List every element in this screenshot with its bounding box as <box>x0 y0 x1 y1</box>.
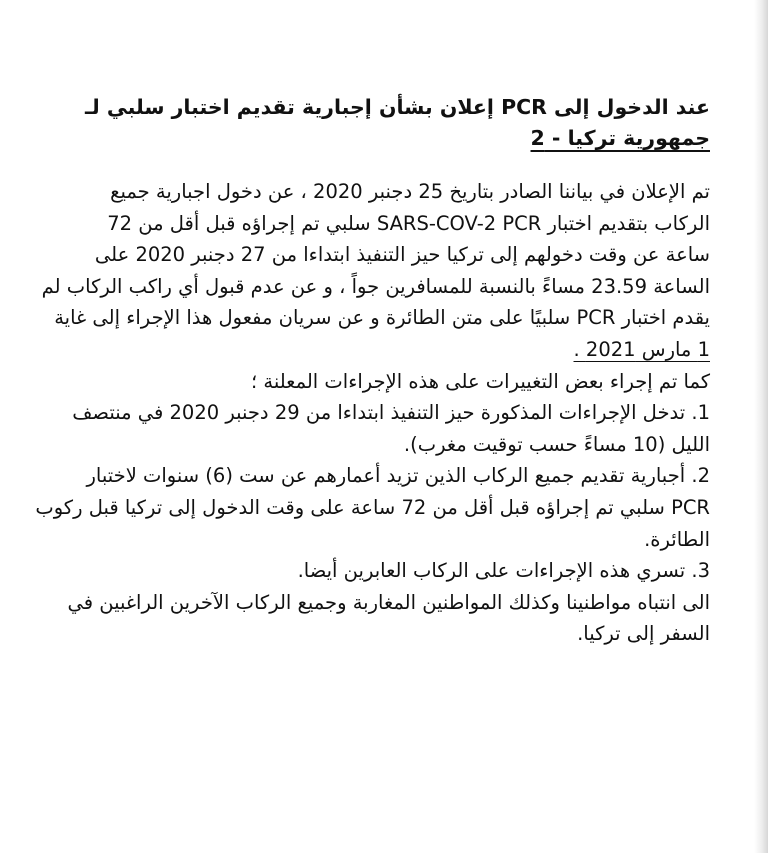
body-line-2: الركاب بتقديم اختبار SARS-COV-2 PCR سلبي تم إجراؤه قبل أقل من 72 <box>107 211 710 235</box>
announcement-title <box>85 92 710 154</box>
list-item-2-line-2: PCR سلبي تم إجراؤه قبل أقل من 72 ساعة على وقت الدخول إلى تركيا قبل ركوب <box>35 495 710 519</box>
list-item-1-line-1: 1. تدخل الإجراءات المذكورة حيز التنفيذ ابتداءا من 29 دجنبر 2020 في منتصف <box>72 401 710 425</box>
list-item-2-line-3: الطائرة. <box>644 527 710 551</box>
title-line-2: جمهورية تركيا - 2 <box>530 126 710 150</box>
announcement-body <box>35 176 710 650</box>
list-item-1-line-2: الليل (10 مساءً حسب توقيت مغرب). <box>403 432 710 456</box>
page-edge-shadow <box>754 0 768 853</box>
body-line-4: الساعة 23.59 مساءً بالنسبة للمسافرين جواً ، و عن عدم قبول أي راكب الركاب لم <box>41 274 710 298</box>
list-item-2-line-1: 2. أجبارية تقديم جميع الركاب الذين تزيد أعمارهم عن ست (6) سنوات لاختبار <box>86 464 710 488</box>
body-line-7: كما تم إجراء بعض التغييرات على هذه الإجراءات المعلنة ؛ <box>250 369 710 393</box>
title-line-1: عند الدخول إلى PCR إعلان بشأن إجبارية تقديم اختبار سلبي لـ <box>85 95 710 119</box>
body-line-6-date: 1 مارس 2021 . <box>573 337 710 361</box>
body-line-3: ساعة عن وقت دخولهم إلى تركيا حيز التنفيذ ابتداءا من 27 دجنبر 2020 على <box>94 243 710 267</box>
closing-line-2: السفر إلى تركيا. <box>577 622 710 646</box>
closing-line-1: الى انتباه مواطنينا وكذلك المواطنين المغاربة وجميع الركاب الآخرين الراغبين في <box>67 590 710 614</box>
body-line-1: تم الإعلان في بياننا الصادر بتاريخ 25 دجنبر 2020 ، عن دخول اجبارية جميع <box>110 180 710 203</box>
body-line-5: يقدم اختبار PCR سلبيًا على متن الطائرة و عن سريان مفعول هذا الإجراء إلى غاية <box>54 306 710 330</box>
list-item-3: 3. تسري هذه الإجراءات على الركاب العابرين أيضا. <box>297 559 710 583</box>
